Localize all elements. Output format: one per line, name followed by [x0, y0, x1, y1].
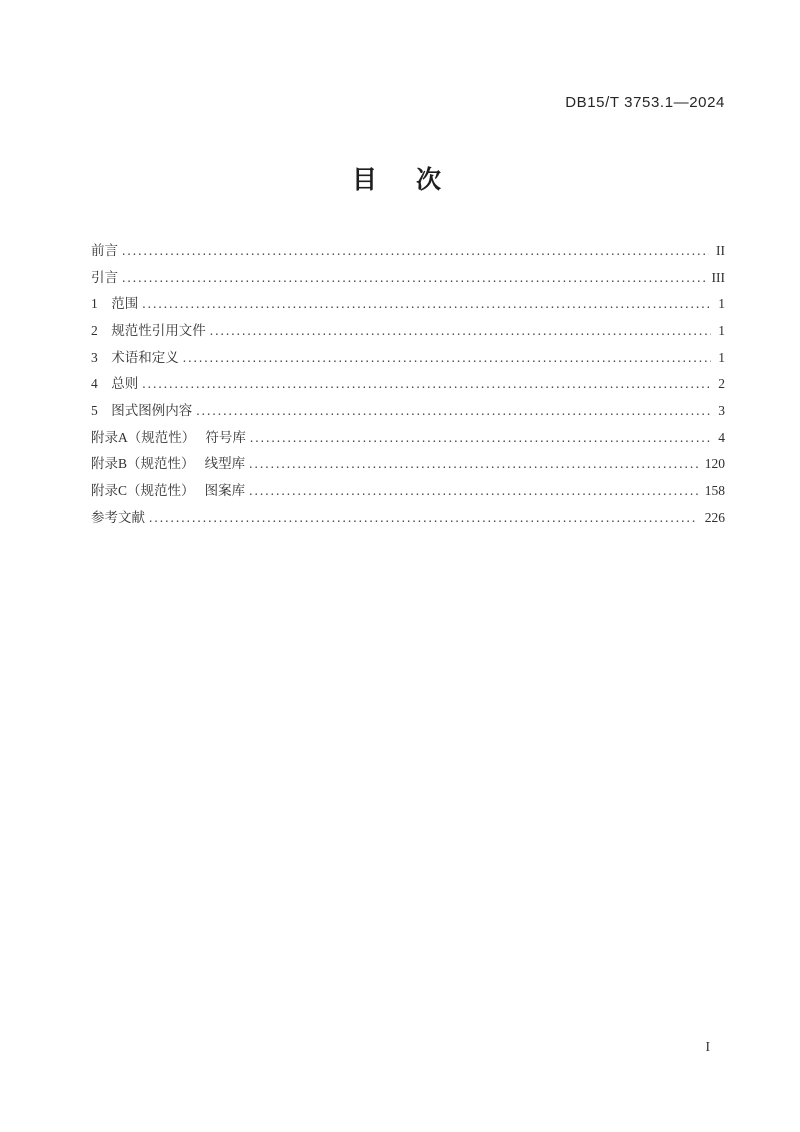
toc-entry-label: 附录C（规范性） 图案库 [91, 482, 246, 498]
toc-dot-leader [142, 371, 711, 398]
toc-entry [91, 291, 725, 318]
toc-entry [91, 451, 725, 478]
toc-entry-label: 1 范围 [91, 296, 139, 312]
toc-list [91, 238, 725, 531]
toc-dot-leader [249, 478, 698, 505]
toc-entry-page: 3 [718, 402, 725, 418]
toc-entry [91, 318, 725, 345]
toc-entry-page: 1 [718, 349, 725, 365]
toc-entry-page: 4 [718, 429, 725, 445]
toc-dot-leader [142, 291, 711, 318]
toc-entry-label: 3 术语和定义 [91, 349, 179, 365]
doc-standard-number: DB15/T 3753.1—2024 [565, 94, 725, 111]
toc-dot-leader [250, 425, 711, 452]
toc-entry-label: 引言 [91, 269, 118, 285]
toc-dot-leader [183, 345, 712, 372]
toc-dot-leader [149, 505, 698, 532]
toc-entry [91, 371, 725, 398]
toc-entry-label: 参考文献 [91, 509, 145, 525]
toc-entry [91, 265, 725, 292]
toc-entry-label: 前言 [91, 243, 118, 258]
toc-entry-page: II [716, 243, 725, 258]
toc-entry-label: 附录B（规范性） 线型库 [91, 456, 246, 472]
toc-dot-leader [122, 238, 709, 265]
page-title: 目 次 [351, 166, 448, 194]
toc-dot-leader [210, 318, 712, 345]
toc-dot-leader [122, 265, 705, 292]
footer-page-number: I [705, 1039, 710, 1054]
toc-entry-page: 158 [704, 482, 725, 498]
toc-entry-label: 2 规范性引用文件 [91, 322, 206, 338]
toc-entry [91, 505, 725, 532]
toc-entry-label: 4 总则 [91, 376, 139, 392]
toc-dot-leader [196, 398, 711, 425]
toc-entry-label: 附录A（规范性） 符号库 [91, 429, 246, 445]
toc-entry-page: 226 [704, 509, 725, 525]
toc-entry-label: 5 图式图例内容 [91, 402, 193, 418]
toc-entry-page: 1 [718, 322, 725, 338]
toc-entry-page: 1 [718, 296, 725, 312]
toc-entry [91, 345, 725, 372]
toc-entry-page: 120 [704, 456, 725, 472]
toc-entry [91, 238, 725, 265]
toc-entry [91, 398, 725, 425]
toc-dot-leader [249, 451, 698, 478]
toc-entry-page: 2 [718, 376, 725, 392]
toc-entry [91, 425, 725, 452]
toc-entry-page: III [711, 269, 725, 285]
toc-entry [91, 478, 725, 505]
